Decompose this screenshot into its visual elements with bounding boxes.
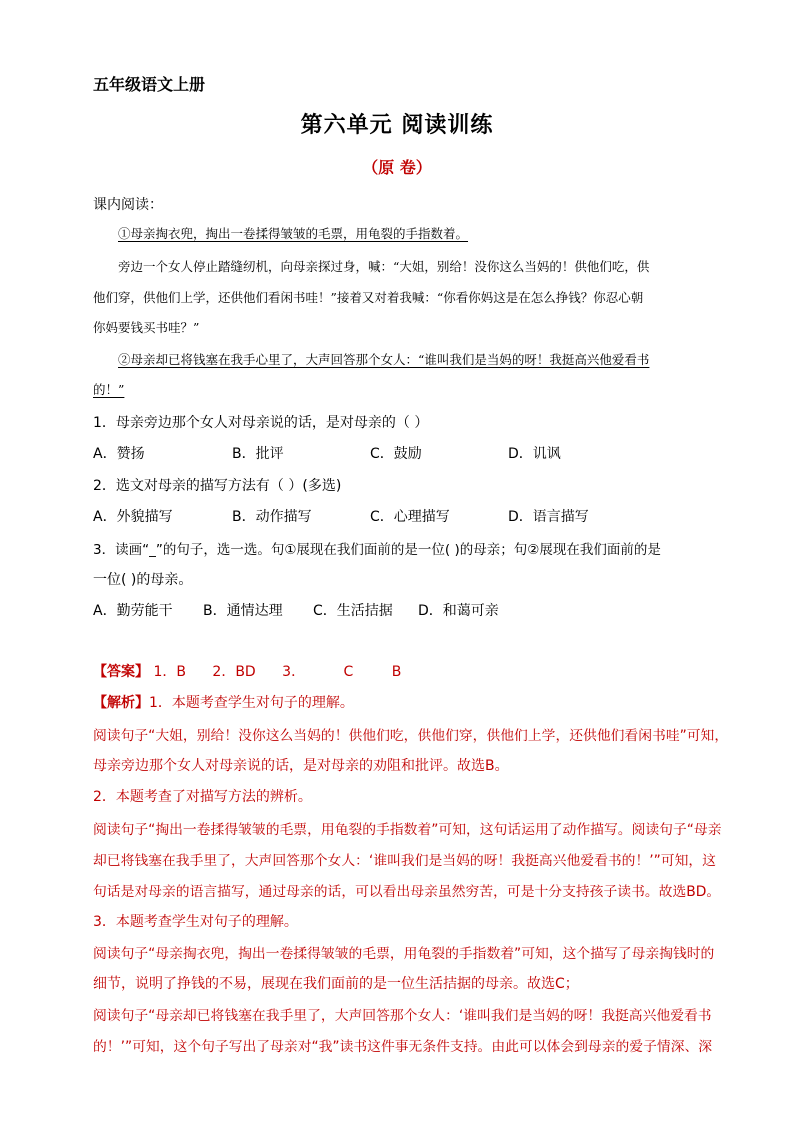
answer-item-3-blank-2: B: [391, 664, 402, 680]
question-3-option-c: C．生活拮据: [313, 603, 393, 619]
answer-item-1: 1．B: [153, 664, 186, 680]
passage-paragraph-2-line-3: 你妈要钱买书哇？”: [93, 320, 200, 335]
analysis-line-6: 却已将钱塞在我手里了，大声回答那个女人：‘谁叫我们是当妈的呀！我挺高兴他爱看书的！’”可知，这: [93, 853, 716, 869]
question-2-option-a: A．外貌描写: [93, 509, 173, 525]
question-1-option-b: B．批评: [232, 446, 284, 462]
question-1: 1．母亲旁边那个女人对母亲说的话，是对母亲的（ ）: [93, 415, 429, 431]
question-3-option-d: D．和蔼可亲: [418, 603, 499, 619]
question-2-option-b: B．动作描写: [232, 509, 312, 525]
answer-item-3-blank-1: C: [343, 664, 354, 680]
analysis-line-1: [93, 692, 354, 712]
passage-paragraph-1: ①母亲掏衣兜，掏出一卷揉得皱皱的毛票，用龟裂的手指数着。: [118, 226, 469, 241]
passage-paragraph-3-line-2: 的！”: [93, 382, 125, 397]
analysis-line-9: 阅读句子“母亲掏衣兜，掏出一卷揉得皱皱的毛票，用龟裂的手指数着”可知，这个描写了母亲掏钱时的: [93, 946, 715, 962]
analysis-line-7: 句话是对母亲的语言描写，通过母亲的话，可以看出母亲虽然穷苦，可是十分支持孩子读书。故选BD。: [93, 884, 721, 900]
answer-item-3: 3．: [282, 664, 306, 680]
question-1-option-c: C．鼓励: [370, 446, 422, 462]
analysis-line-5: 阅读句子“掏出一卷揉得皱皱的毛票，用龟裂的手指数着”可知，这句话运用了动作描写。阅读句子“母亲: [93, 822, 722, 838]
passage-paragraph-3-line-1: [118, 350, 649, 368]
analysis-line-11: 阅读句子“母亲却已将钱塞在我手里了，大声回答那个女人：‘谁叫我们是当妈的呀！我挺高兴他爱看书: [93, 1008, 712, 1024]
analysis-line-8: 3．本题考查学生对句子的理解。: [93, 914, 298, 930]
analysis-label: 【解析】: [93, 695, 149, 711]
page-subtitle: （原 卷）: [362, 158, 432, 177]
passage-paragraph-2-line-2: 他们穿，供他们上学，还供他们看闲书哇！”接着又对着我喊：“你看你妈这是在怎么挣钱？你忍心朝: [93, 290, 644, 305]
question-3-line-1: 3．读画“_”的句子，选一选。句①展现在我们面前的是一位( )的母亲；句②展现在我们面前的是: [93, 542, 661, 558]
page-title: 第六单元 阅读训练: [300, 113, 494, 138]
answer-item-2: 2．BD: [212, 664, 256, 680]
analysis-line-4: 2．本题考查了对描写方法的辨析。: [93, 789, 312, 805]
analysis-text-1: 1．本题考查学生对句子的理解。: [149, 695, 354, 711]
analysis-line-10: 细节，说明了挣钱的不易，展现在我们面前的是一位生活拮据的母亲。故选C；: [93, 976, 579, 992]
answer-line: [93, 661, 401, 681]
question-3-option-a: A．勤劳能干: [93, 603, 173, 619]
grade-label: 五年级语文上册: [93, 75, 206, 94]
question-2: 2．选文对母亲的描写方法有（ ）(多选): [93, 478, 342, 494]
question-1-option-d: D．讥讽: [508, 446, 561, 462]
passage-intro: 课内阅读：: [93, 197, 163, 213]
passage-paragraph-2-line-1: 旁边一个女人停止踏缝纫机，向母亲探过身，喊：“大姐，别给！没你这么当妈的！供他们吃，供: [118, 259, 650, 274]
question-2-option-d: D．语言描写: [508, 509, 589, 525]
question-2-option-c: C．心理描写: [370, 509, 450, 525]
analysis-line-12: 的！’”可知，这个句子写出了母亲对“我”读书这件事无条件支持。由此可以体会到母亲的爱子情深、深: [93, 1039, 713, 1055]
analysis-line-2: 阅读句子“大姐，别给！没你这么当妈的！供他们吃，供他们穿，供他们上学，还供他们看闲书哇”可知，: [93, 728, 729, 744]
question-3-option-b: B．通情达理: [203, 603, 283, 619]
passage-paragraph-3-part-a: ②母亲却已将钱塞在我手心里了，: [118, 352, 306, 367]
question-1-option-a: A．赞扬: [93, 446, 145, 462]
answer-label: 【答案】: [93, 664, 149, 680]
analysis-line-3: 母亲旁边那个女人对母亲说的话，是对母亲的劝阻和批评。故选B。: [93, 758, 509, 774]
question-3-line-2: 一位( )的母亲。: [93, 572, 193, 588]
passage-paragraph-3-part-b: 大声回答那个女人：“谁叫我们是当妈的呀！我挺高兴他爱看书: [305, 352, 650, 367]
